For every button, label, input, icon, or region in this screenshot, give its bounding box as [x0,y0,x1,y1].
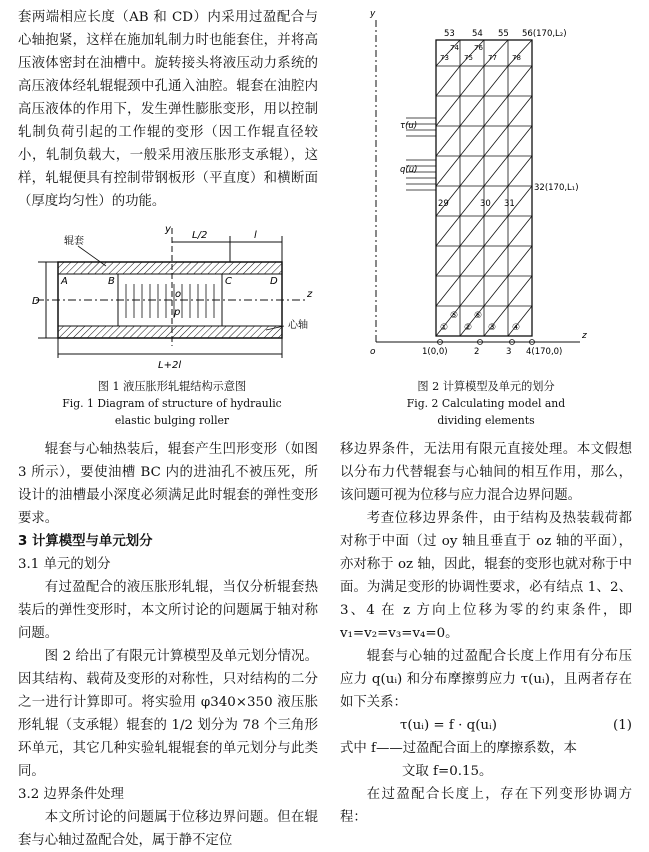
label-L2: L/2 [192,230,208,241]
equation-1 [340,714,632,737]
figure-1-caption-cn: 图 1 液压胀形轧辊结构示意图 [97,380,247,393]
label-q: q(u) [400,165,418,175]
paragraph: 图 2 给出了有限元计算模型及单元划分情况。因其结构、载荷及变形的对称性，只对结构的二分之一进行计算即可。将实验用 φ340×350 液压胀形轧辊（支承辊）辊套的 1/2 划分为 78 个三角形环单元，其它几种实验轧辊辊套的单元划分与此类同。 [18,649,318,779]
left-top-text [18,6,318,213]
node-54: 54 [472,29,483,39]
label-y: y [370,9,376,19]
label-L2l: L+2l [158,360,182,371]
label-D: D [270,276,278,287]
where-clause-1: 式中 f——过盈配合面上的摩擦系数，本 [340,741,577,756]
label-o: o [175,289,182,300]
figure-2-caption-en-2: dividing elements [437,414,535,427]
figure-2-caption-en-1: Fig. 2 Calculating model and [406,397,566,410]
node-1: 1(0,0) [422,347,448,357]
paragraph: 套两端相应长度（AB 和 CD）内采用过盈配合与心轴抱紧，这样在施加轧制力时也能套住，并将高压液体密封在油槽中。旋转接头将液压动力系统的高压液体经轧辊辊颈中孔通入油腔。辊套在油腔内高压液体的作用下，发生弹性膨胀变形，用以控制轧制负荷引起的工作辊的变形（因工作辊直径较小，轧制负载大，一般采用液压胀形支承辊），这样，轧辊便具有控制带钢板形（平直度）和横断面（厚度均匀性）的功能。 [18,10,318,209]
label-B: B [108,276,115,287]
left-bottom-text [18,438,318,852]
cell-3: ③ [488,323,497,333]
cell-77: 77 [488,54,497,62]
cell-4: ④ [512,323,521,333]
cell-75: 75 [464,54,473,62]
node-3: 3 [506,347,512,357]
subsection-heading: 3.1 单元的划分 [18,557,111,572]
paragraph: 本文所讨论的问题属于位移边界问题。但在辊套与心轴过盈配合处，属于静不定位 [18,810,318,848]
figure-1-caption-en-1: Fig. 1 Diagram of structure of hydraulic [62,397,282,410]
node-4: 4(170,0) [526,347,563,357]
label-o: o [370,347,376,357]
node-32: 32(170,L₁) [534,183,579,193]
paragraph: 辊套与心轴的过盈配合长度上作用有分布压应力 q(uᵢ) 和分布摩擦剪应力 τ(uᵢ)，且两者存在如下关系： [340,649,632,710]
cell-1: ① [440,323,449,333]
figure-1-caption-en-2: elastic bulging roller [114,414,230,427]
node-53: 53 [444,29,455,39]
paragraph: 辊套与心轴热装后，辊套产生凹形变形（如图 3 所示），要使油槽 BC 内的进油孔不被压死，所设计的油槽最小深度必须满足此时辊套的弹性变形要求。 [18,442,318,526]
label-z: z [307,289,313,300]
cell-73: 73 [440,54,449,62]
node-31: 31 [504,199,515,209]
section-heading: 3 计算模型与单元划分 [18,534,153,549]
figure-1-drawing [26,222,318,372]
paragraph: 在过盈配合长度上，存在下列变形协调方程： [340,787,632,825]
where-clause-2: 文取 f=0.15。 [402,764,493,779]
figure-2-caption-cn: 图 2 计算模型及单元的划分 [417,380,555,393]
label-xin-zhou: 心轴 [288,320,308,331]
cell-76: 76 [474,44,483,52]
cell-6: ⑥ [474,311,483,321]
label-dlabel: D [32,296,40,307]
paragraph: 移边界条件，无法用有限元直接处理。本文假想以分布力代替辊套与心轴间的相互作用，那么，该问题可视为位移与应力混合边界问题。 [340,442,632,503]
equation-number: (1) [613,718,632,733]
paragraph: 有过盈配合的液压胀形轧辊，当仅分析辊套热装后的弹性变形时，本文所讨论的问题属于轴对称问题。 [18,580,318,641]
label-z: z [582,331,587,341]
cell-2: ② [464,323,473,333]
right-bottom-text [340,438,632,829]
cell-74: 74 [450,44,459,52]
label-pi: p [174,307,181,318]
figure-1 [26,222,318,437]
paragraph: 考查位移边界条件，由于结构及热装载荷都对称于中面（过 oy 轴且垂直于 oz 轴的平面），亦对称于 oz 轴，因此，辊套的变形也就对称于中面。为满足变形的协调性要求，必有结点 1、2、3、4 在 z 方向上位移为零的约束条件，即 v₁=v₂=v₃=v₄=0。 [340,511,632,641]
equation-body: τ(uᵢ) = f · q(uᵢ) [400,718,497,733]
node-30: 30 [480,199,491,209]
label-C: C [225,276,232,287]
label-gun-tao: 辊套 [64,236,84,247]
label-A: A [61,276,68,287]
figure-2-drawing [340,0,632,360]
node-2: 2 [474,347,480,357]
label-l: l [254,230,257,241]
label-tau: τ(u) [400,121,418,131]
figure-2 [340,0,632,430]
node-55: 55 [498,29,509,39]
cell-5: ⑤ [450,311,459,321]
subsection-heading: 3.2 边界条件处理 [18,787,124,802]
label-y: y [165,224,171,235]
node-56: 56(170,L₂) [522,29,567,39]
node-29: 29 [438,199,449,209]
cell-78: 78 [512,54,521,62]
